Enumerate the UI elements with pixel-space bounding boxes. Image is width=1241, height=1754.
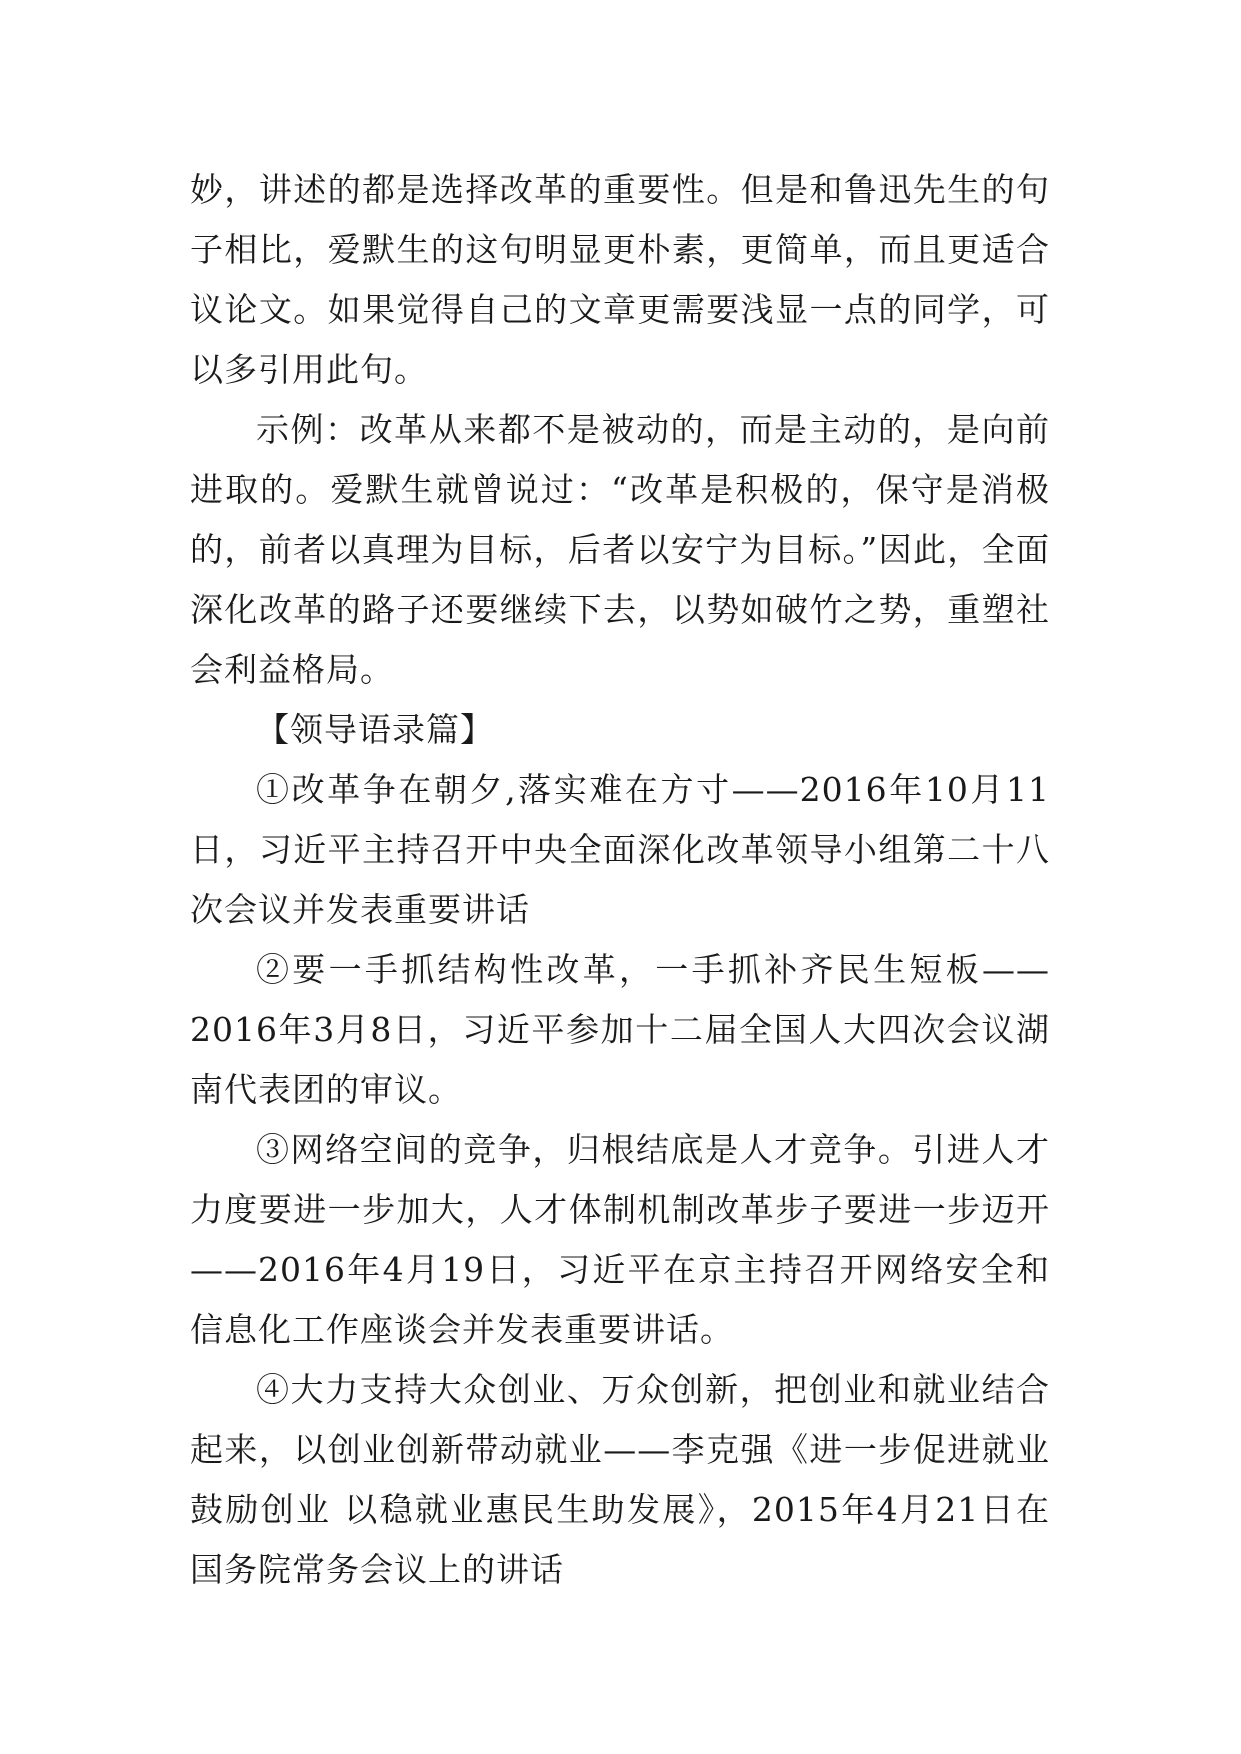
paragraph-example: 示例：改革从来都不是被动的，而是主动的，是向前进取的。爱默生就曾说过：“改革是积极的，保守是消极的，前者以真理为目标，后者以安宁为目标。”因此，全面深化改革的路子还要继续下去，以势如破竹之势，重塑社会利益格局。 (190, 410, 1050, 689)
quote-item-1: ①改革争在朝夕,落实难在方寸——2016年10月11日，习近平主持召开中央全面深化改革领导小组第二十八次会议并发表重要讲话 (190, 770, 1050, 929)
quote-item-2: ②要一手抓结构性改革，一手抓补齐民生短板——2016年3月8日，习近平参加十二届全国人大四次会议湖南代表团的审议。 (190, 950, 1050, 1109)
paragraph-continuation: 妙，讲述的都是选择改革的重要性。但是和鲁迅先生的句子相比，爱默生的这句明显更朴素，更简单，而且更适合议论文。如果觉得自己的文章更需要浅显一点的同学，可以多引用此句。 (190, 170, 1050, 389)
document-body (190, 160, 1050, 1600)
quote-item-4: ④大力支持大众创业、万众创新，把创业和就业结合起来，以创业创新带动就业——李克强《进一步促进就业鼓励创业 以稳就业惠民生助发展》，2015年4月21日在国务院常务会议上的讲话 (190, 1370, 1050, 1589)
section-heading: 【领导语录篇】 (256, 710, 494, 749)
quote-item-3: ③网络空间的竞争，归根结底是人才竞争。引进人才力度要进一步加大，人才体制机制改革步子要进一步迈开——2016年4月19日，习近平在京主持召开网络安全和信息化工作座谈会并发表重要讲话。 (190, 1130, 1050, 1349)
